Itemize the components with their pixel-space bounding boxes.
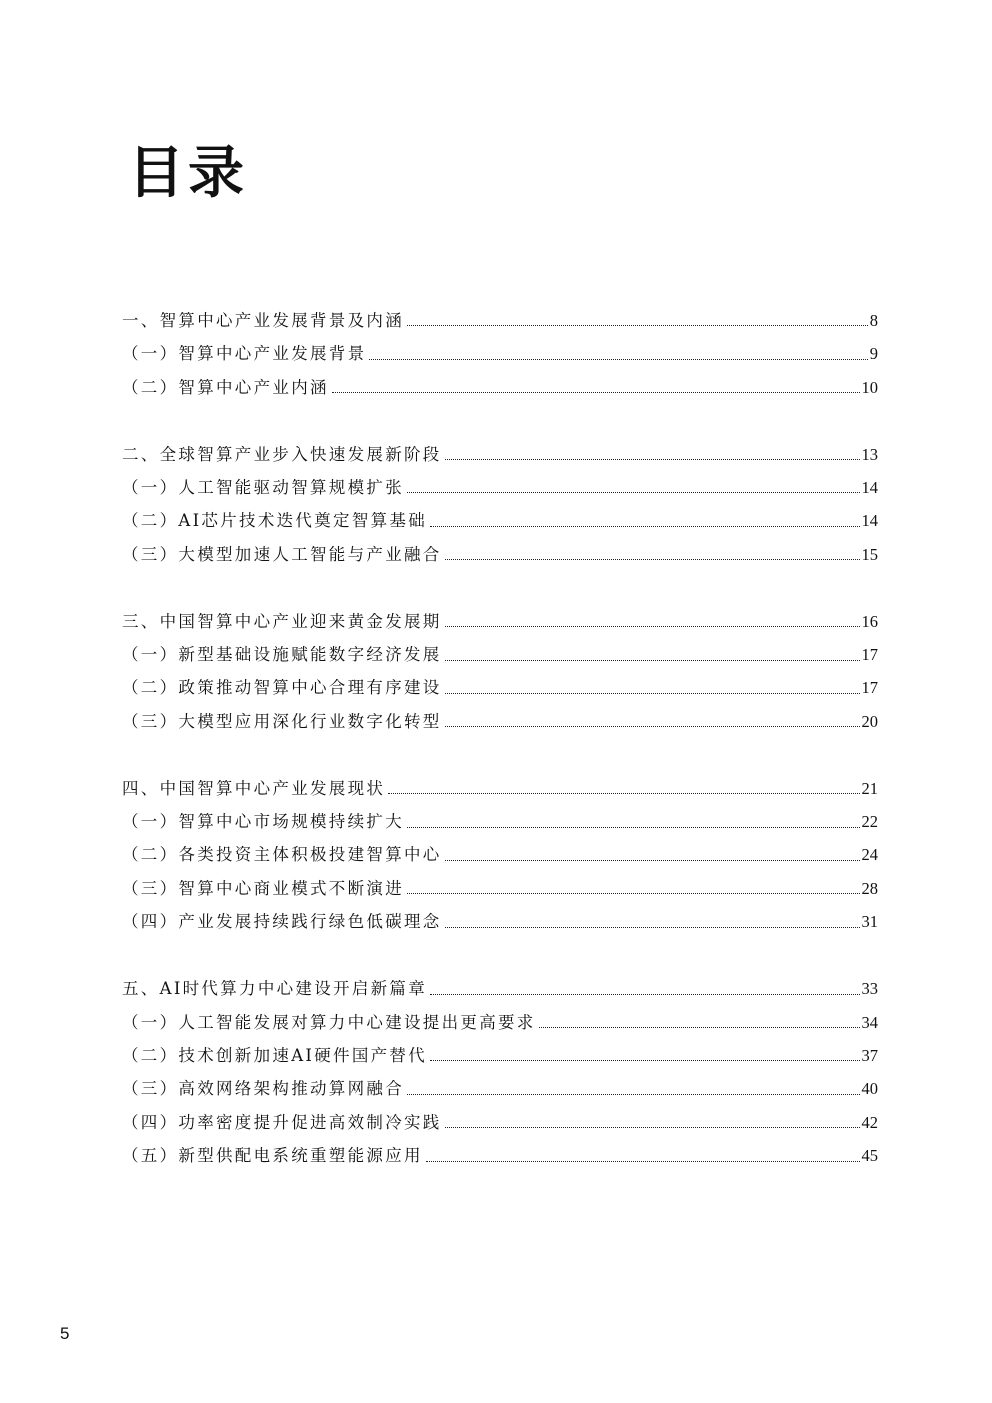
dot-leader [445,693,860,694]
toc-entry-label: （二）各类投资主体积极投建智算中心 [122,845,442,865]
toc-entry-page: 16 [861,611,878,631]
toc-section-1 [122,296,878,396]
toc-entry-label: 三、中国智算中心产业迎来黄金发展期 [122,611,442,631]
toc-entry-page: 45 [861,1146,878,1166]
dot-leader [445,559,860,560]
toc-entry[interactable] [122,1031,878,1064]
toc-entry-label: （一）人工智能发展对算力中心建设提出更高要求 [122,1012,536,1032]
toc-entry-page: 42 [861,1112,878,1132]
dot-leader [445,927,860,928]
toc-entry-page: 14 [861,511,878,531]
toc-entry-page: 20 [861,711,878,731]
dot-leader [445,1127,860,1128]
toc-entry-page: 9 [869,344,878,364]
toc-entry-label: （一）新型基础设施赋能数字经济发展 [122,645,442,665]
toc-entry-label: （二）智算中心产业内涵 [122,377,329,397]
toc-section-2 [122,430,878,564]
toc-entry-label: （三）大模型加速人工智能与产业融合 [122,544,442,564]
toc-entry-page: 10 [861,377,878,397]
toc-entry-label: （五）新型供配电系统重塑能源应用 [122,1146,423,1166]
dot-leader [445,660,860,661]
toc-entry-page: 28 [861,878,878,898]
dot-leader [407,325,868,326]
dot-leader [445,459,860,460]
toc-entry[interactable] [122,764,878,797]
toc-entry-page: 13 [861,444,878,464]
toc-entry[interactable] [122,430,878,463]
toc-entry-label: （二）政策推动智算中心合理有序建设 [122,678,442,698]
dot-leader [426,1161,860,1162]
toc-entry[interactable] [122,363,878,396]
toc-section-5 [122,964,878,1164]
toc-entry-label: （三）大模型应用深化行业数字化转型 [122,711,442,731]
toc-entry-label: 二、全球智算产业步入快速发展新阶段 [122,444,442,464]
toc-entry[interactable] [122,1098,878,1131]
dot-leader [445,726,860,727]
page-title: 目录 [128,141,248,206]
toc-entry[interactable] [122,530,878,563]
toc-entry[interactable] [122,329,878,362]
toc-entry[interactable] [122,463,878,496]
toc-entry-page: 17 [861,645,878,665]
toc-entry[interactable] [122,897,878,930]
toc-entry[interactable] [122,296,878,329]
toc-entry-page: 21 [861,778,878,798]
dot-leader [407,827,860,828]
dot-leader [445,860,860,861]
toc-entry-page: 37 [861,1045,878,1065]
toc-entry-page: 17 [861,678,878,698]
toc-entry[interactable] [122,496,878,529]
toc-entry[interactable] [122,831,878,864]
toc-entry[interactable] [122,597,878,630]
dot-leader [430,526,859,527]
toc-entry[interactable] [122,797,878,830]
toc-entry-label: （四）功率密度提升促进高效制冷实践 [122,1112,442,1132]
table-of-contents [122,296,878,1198]
dot-leader [539,1027,860,1028]
dot-leader [407,893,860,894]
toc-entry-page: 8 [869,310,878,330]
dot-leader [369,359,867,360]
toc-section-3 [122,597,878,731]
toc-entry-page: 33 [861,979,878,999]
toc-entry-label: 一、智算中心产业发展背景及内涵 [122,310,404,330]
toc-entry-page: 34 [861,1012,878,1032]
toc-entry-label: （二）技术创新加速AI硬件国产替代 [122,1045,428,1065]
toc-entry[interactable] [122,697,878,730]
toc-entry[interactable] [122,964,878,997]
page-number: 5 [60,1324,70,1343]
toc-entry-label: （二）AI芯片技术迭代奠定智算基础 [122,511,428,531]
toc-entry-label: 四、中国智算中心产业发展现状 [122,778,386,798]
dot-leader [445,626,860,627]
toc-entry[interactable] [122,998,878,1031]
toc-entry-page: 15 [861,544,878,564]
toc-entry[interactable] [122,630,878,663]
toc-entry-page: 24 [861,845,878,865]
toc-entry-page: 22 [861,812,878,832]
dot-leader [388,793,859,794]
toc-entry[interactable] [122,864,878,897]
toc-entry-page: 31 [861,912,878,932]
toc-entry-label: 五、AI时代算力中心建设开启新篇章 [122,979,428,999]
toc-entry[interactable] [122,664,878,697]
dot-leader [430,1060,859,1061]
toc-entry[interactable] [122,1131,878,1164]
dot-leader [407,1094,860,1095]
toc-entry-page: 14 [861,477,878,497]
toc-entry[interactable] [122,1064,878,1097]
dot-leader [332,392,860,393]
toc-entry-label: （一）人工智能驱动智算规模扩张 [122,477,404,497]
toc-entry-page: 40 [861,1079,878,1099]
toc-entry-label: （三）智算中心商业模式不断演进 [122,878,404,898]
dot-leader [430,994,859,995]
dot-leader [407,492,860,493]
toc-entry-label: （三）高效网络架构推动算网融合 [122,1079,404,1099]
toc-entry-label: （四）产业发展持续践行绿色低碳理念 [122,912,442,932]
toc-entry-label: （一）智算中心市场规模持续扩大 [122,812,404,832]
toc-entry-label: （一）智算中心产业发展背景 [122,344,367,364]
toc-section-4 [122,764,878,931]
